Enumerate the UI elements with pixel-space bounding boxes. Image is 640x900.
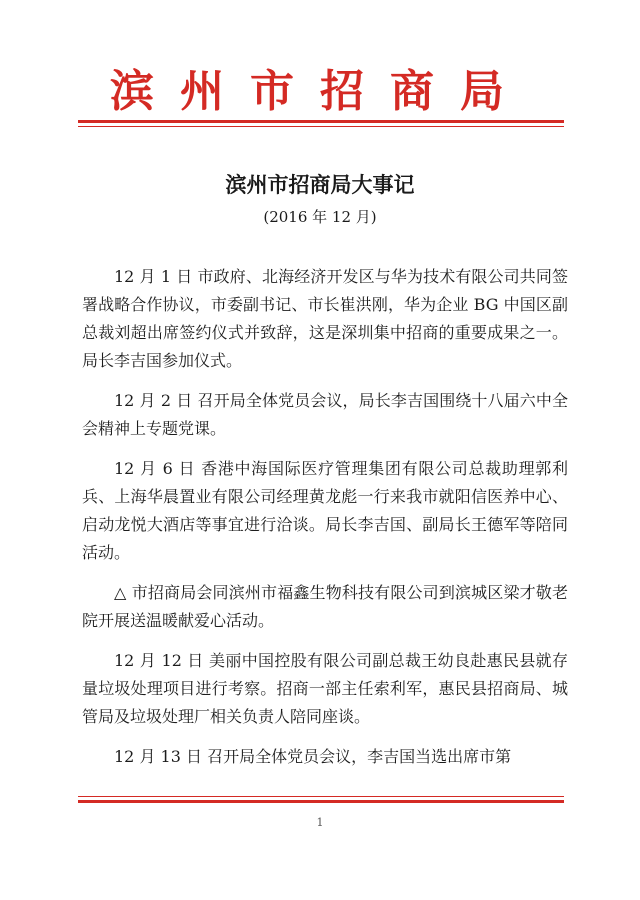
paragraph-dec-12: 12 月 12 日 美丽中国控股有限公司副总裁王幼良赴惠民县就存量垃圾处理项目进行考察。招商一部主任索利军，惠民县招商局、城管局及垃圾处理厂相关负责人陪同座谈。 <box>82 651 568 726</box>
footer-rule-thin <box>78 796 564 797</box>
letterhead-title: 滨州市招商局 <box>110 66 530 117</box>
paragraph-dec-6-charity: △ 市招商局会同滨州市福鑫生物科技有限公司到滨城区梁才敬老院开展送温暖献爱心活动。 <box>82 583 568 630</box>
document-subtitle: (2016 年 12 月) <box>263 208 377 226</box>
paragraph-dec-13: 12 月 13 日 召开局全体党员会议，李吉国当选出席市第 <box>114 747 512 766</box>
letterhead-rule-top-thin <box>78 126 564 127</box>
paragraph-dec-2: 12 月 2 日 召开局全体党员会议，局长李吉国围绕十八届六中全会精神上专题党课。 <box>82 391 568 438</box>
document-body <box>82 263 568 783</box>
footer-rule-thick <box>78 800 564 803</box>
document-title: 滨州市招商局大事记 <box>225 172 415 197</box>
letterhead-rule-top-thick <box>78 120 564 123</box>
paragraph-dec-6: 12 月 6 日 香港中海国际医疗管理集团有限公司总裁助理郭利兵、上海华晨置业有限公司经理黄龙彪一行来我市就阳信医养中心、启动龙悦大酒店等事宜进行洽谈。局长李吉国、副局长王德军等陪同活动。 <box>82 459 568 562</box>
paragraph-dec-1: 12 月 1 日 市政府、北海经济开发区与华为技术有限公司共同签署战略合作协议，市委副书记、市长崔洪刚，华为企业 BG 中国区副总裁刘超出席签约仪式并致辞，这是深圳集中招商的重要成果之一。局长李吉国参加仪式。 <box>82 267 568 370</box>
page-number: 1 <box>316 816 324 829</box>
